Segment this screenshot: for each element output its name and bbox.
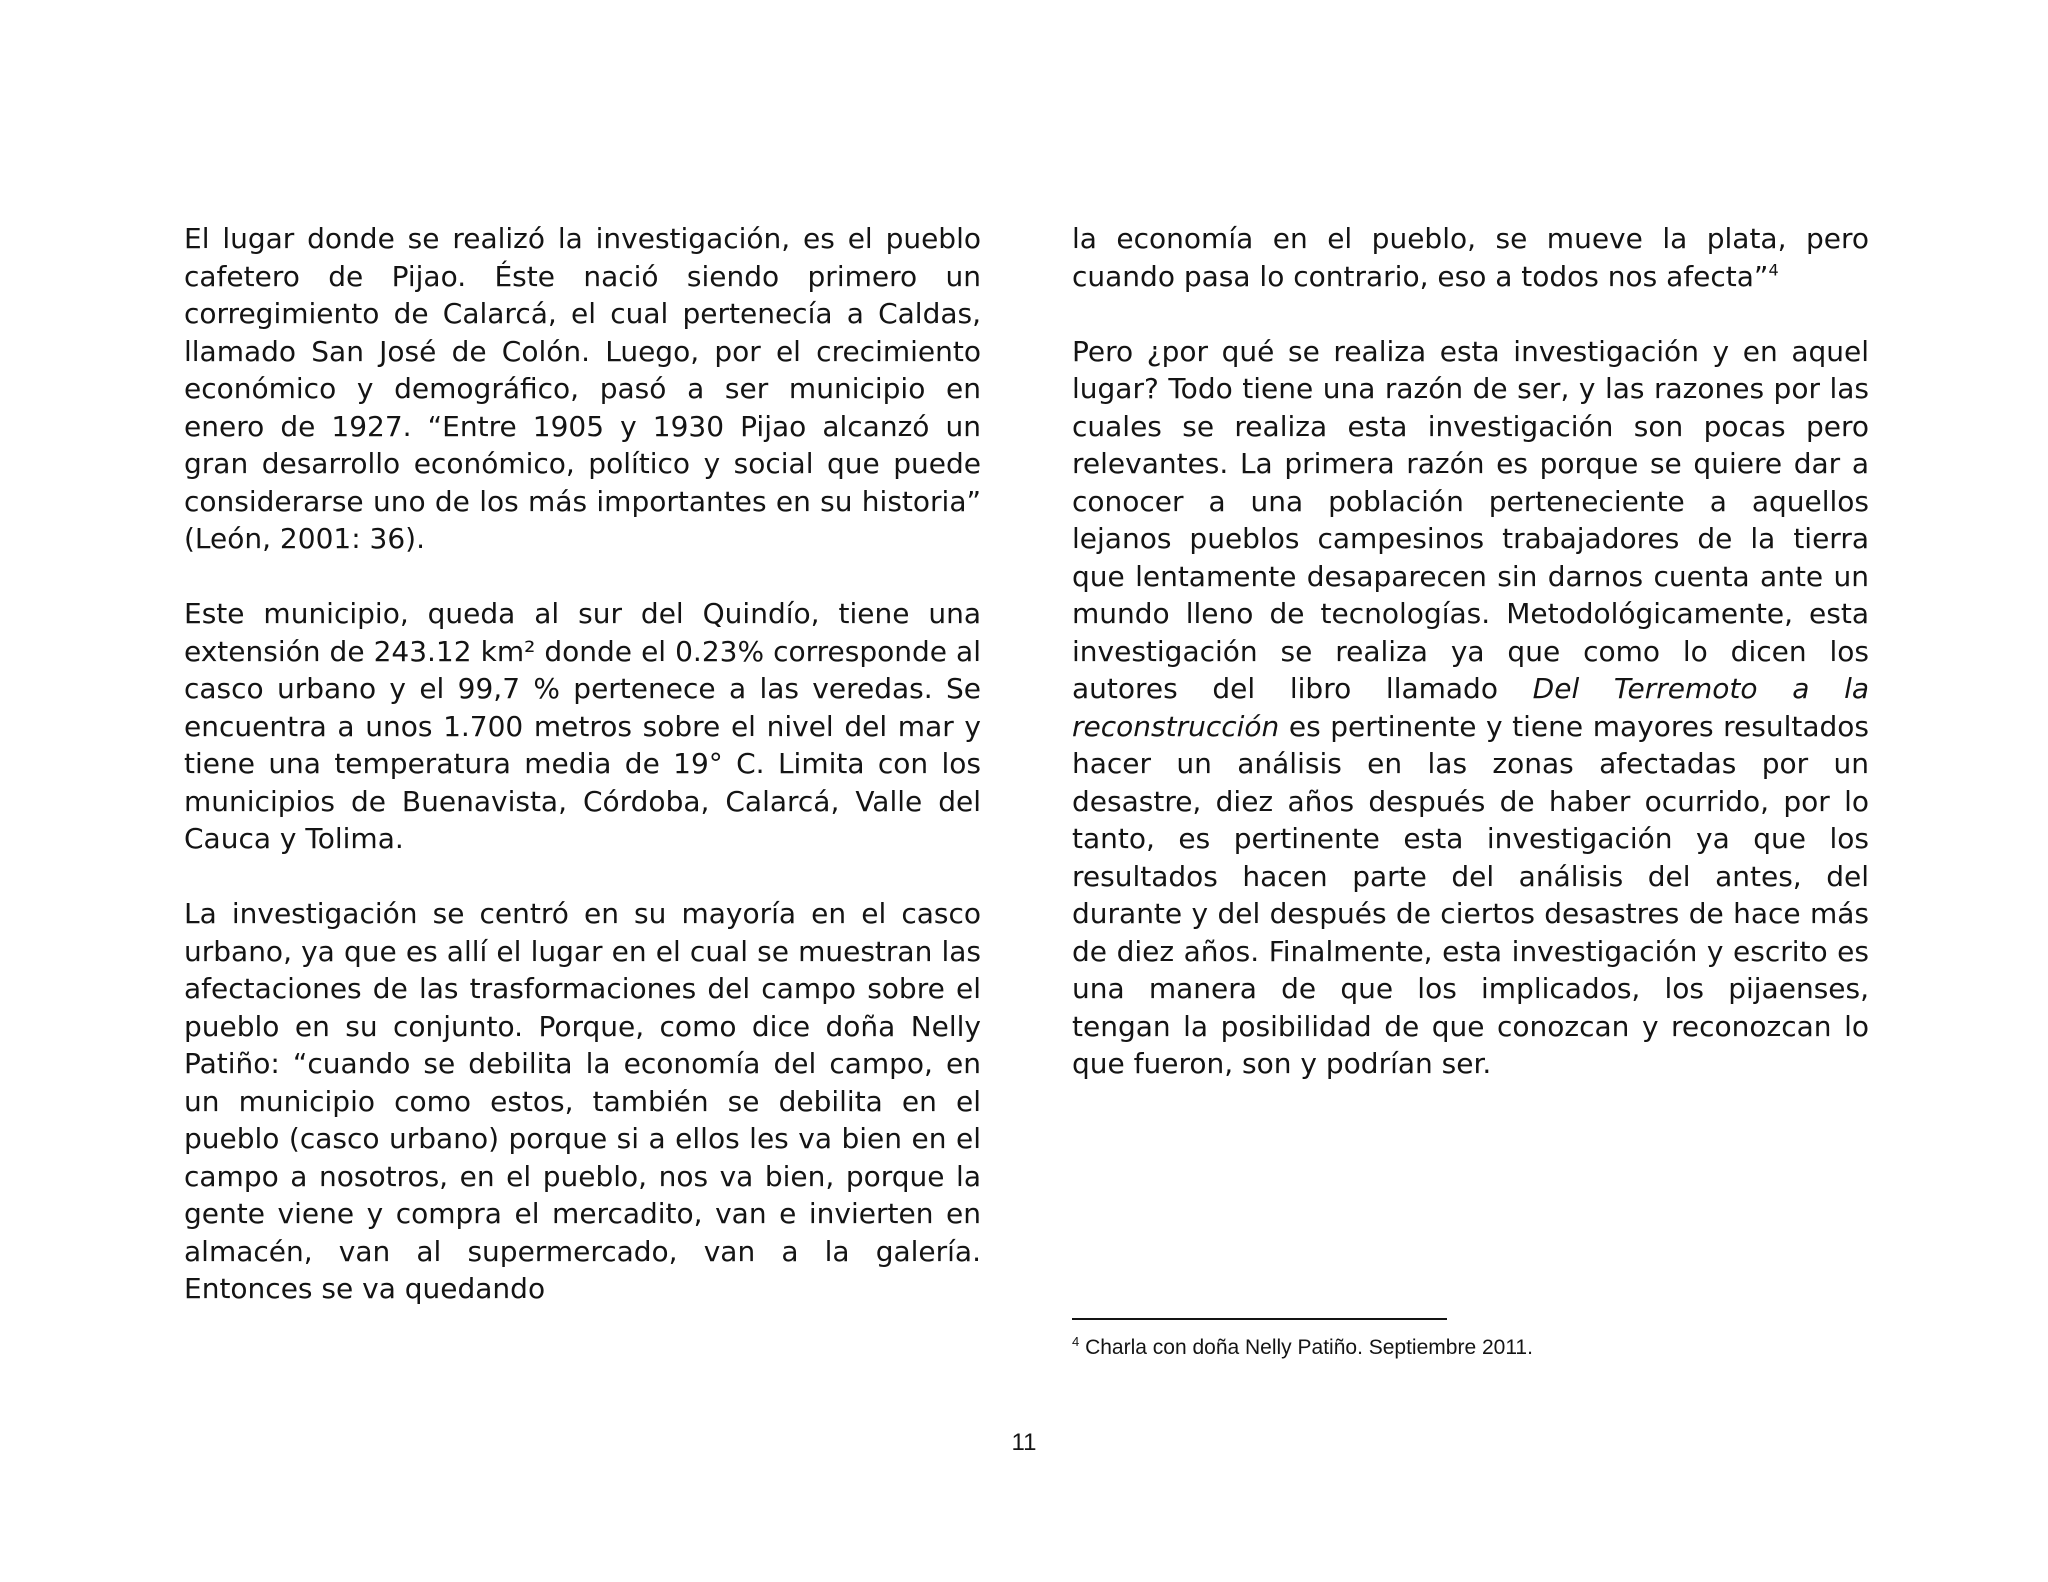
reasons-text-start: Pero ¿por qué se realiza esta investigación y en aquel lugar? Todo tiene una razón de ser, y las razones por las cuales se realiza esta investigación son pocas pero relevantes. La primera razón es porque se quiere dar a conocer a una población perteneciente a aquellos lejanos pueblos campesinos trabajadores de la tierra que lentamente desaparecen sin darnos cuenta ante un mundo lleno de tecnologías. Metodológicamente, esta investigación se realiza ya que como lo dicen los autores del libro llamado bbox=[1072, 334, 1869, 705]
quote-text: la economía en el pueblo, se mueve la plata, pero cuando pasa lo contrario, eso a todos nos afecta” bbox=[1072, 222, 1869, 293]
paragraph-geography: Este municipio, queda al sur del Quindío, tiene una extensión de 243.12 km² donde el 0.23% corresponde al casco urbano y el 99,7 % pertenece a las veredas. Se encuentra a unos 1.700 metros sobre el nivel del mar y tiene una temperatura media de 19° C. Limita con los municipios de Buenavista, Córdoba, Calarcá, Valle del Cauca y Tolima. bbox=[184, 597, 981, 855]
footnote-text: Charla con doña Nelly Patiño. Septiembre 2011. bbox=[1079, 1336, 1533, 1359]
paragraph-research-reasons bbox=[1072, 333, 1869, 1083]
book-title: Del Terremoto a la reconstrucción bbox=[1072, 672, 1869, 743]
footnote-reference[interactable]: 4 bbox=[1768, 260, 1779, 280]
page-number: 11 bbox=[1011, 1429, 1037, 1456]
paragraph-location-history: El lugar donde se realizó la investigación, es el pueblo cafetero de Pijao. Éste nació siendo primero un corregimiento de Calarcá, el cual pertenecía a Caldas, llamado San José de Colón. Luego, por el crecimiento económico y demográfico, pasó a ser municipio en enero de 1927. “Entre 1905 y 1930 Pijao alcanzó un gran desarrollo económico, político y social que puede considerarse uno de los más importantes en su historia” (León, 2001: 36). bbox=[184, 222, 981, 555]
footnote bbox=[1072, 1332, 1872, 1364]
reasons-text-end: es pertinente y tiene mayores resultados hacer un análisis en las zonas afectadas por un desastre, diez años después de haber ocurrido, por lo tanto, es pertinente esta investigación ya que los resultados hacen parte del análisis del antes, del durante y del después de ciertos desastres de hace más de diez años. Finalmente, esta investigación y escrito es una manera de que los implicados, los pijaenses, tengan la posibilidad de que conozcan y reconozcan lo que fueron, son y podrían ser. bbox=[1072, 709, 1869, 1080]
paragraph-quote-continuation bbox=[1072, 220, 1869, 295]
footnote-mark: 4 bbox=[1072, 1334, 1080, 1349]
left-column bbox=[184, 220, 981, 1308]
footnote-separator bbox=[1072, 1318, 1447, 1320]
right-column bbox=[1072, 220, 1869, 1083]
paragraph-urban-focus: La investigación se centró en su mayoría en el casco urbano, ya que es allí el lugar en el cual se muestran las afectaciones de las trasformaciones del campo sobre el pueblo en su conjunto. Porque, como dice doña Nelly Patiño: “cuando se debilita la economía del campo, en un municipio como estos, también se debilita en el pueblo (casco urbano) porque si a ellos les va bien en el campo a nosotros, en el pueblo, nos va bien, porque la gente viene y compra el mercadito, van e invierten en almacén, van al supermercado, van a la galería. Entonces se va quedando bbox=[184, 897, 981, 1305]
